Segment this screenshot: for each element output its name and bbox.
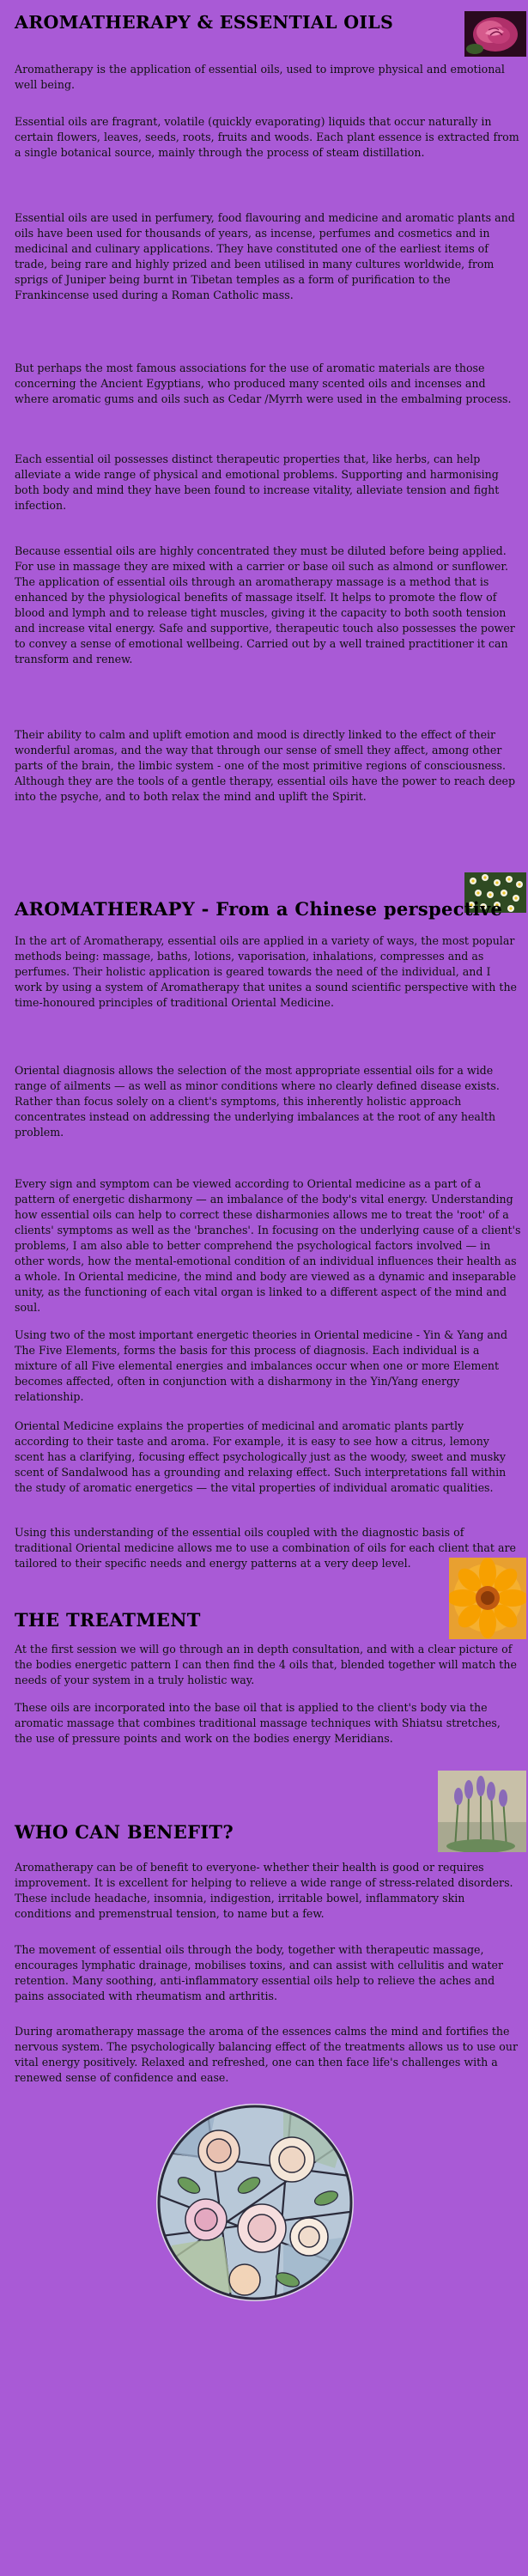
section-heading-benefit: WHO CAN BENEFIT? [15, 1821, 234, 1843]
chinese-paragraph: Oriental Medicine explains the properties of medicinal and aromatic plants partly according to their taste and aroma. For example, it is easy to see how a citrus, lemony scent has a clarifying, focusing effect psychologically just as the woody, sweet and musky scent of Sandalwood has a grounding and relaxing effect. Such interpretations fall within the study of aromatic energetics — the vital properties of individual aromatic qualities. [15, 1419, 507, 1494]
intro-paragraph: But perhaps the most famous associations for the use of aromatic materials are those concerning the Ancient Egyptians, who produced many scented oils and incenses and where aromatic gums and oils such as Cedar /Myrrh were used in the embalming process. [15, 361, 512, 405]
chinese-paragraph: Every sign and symptom can be viewed according to Oriental medicine as a part of a pattern of energetic disharmony — an imbalance of the body's vital energy. Understanding how essential oils can help to correct these disharmonies allows me to treat the 'root' of a clients' symptoms as well as the 'branches'. In focusing on the underlying cause of a client's problems, I am also able to better comprehend the psychological factors involved — in other words, how the mental-emotional condition of an individual influences their health as a whole. In Oriental medicine, the mind and body are viewed as a dynamic and inseparable unity, as the functioning of each vital organ is linked to a different aspect of the mind and soul. [15, 1177, 521, 1314]
chinese-paragraph: In the art of Aromatherapy, essential oils are applied in a variety of ways, the most popular methods being: massage, baths, lotions, vaporisation, inhalations, compresses and as perfumes. Their holistic application is geared towards the need of the individual, and I work by using a system of Aromatherapy that unites a sound scientific perspective with the time-honoured principles of traditional Oriental Medicine. [15, 934, 518, 1009]
rose-image [464, 11, 526, 57]
intro-paragraph: Essential oils are fragrant, volatile (quickly evaporating) liquids that occur naturally in certain flowers, leaves, seeds, roots, fruits and woods. Each plant essence is extracted from a single botanical source, mainly through the process of steam distillation. [15, 115, 519, 159]
section-heading-chinese: AROMATHERAPY - From a Chinese perspective [15, 898, 503, 920]
stained-glass-roses-image [155, 2099, 356, 2306]
benefit-paragraph: Aromatherapy can be of benefit to everyone- whether their health is good or requires improvement. It is excellent for helping to relieve a wide range of stress-related disorders. These include headache, insomnia, indigestion, irritable bowel, inflammatory skin conditions and premenstrual tension, to name but a few. [15, 1861, 513, 1920]
intro-paragraph: Essential oils are used in perfumery, food flavouring and medicine and aromatic plants and oils have been used for thousands of years, as incense, perfumes and cosmetics and in medicinal and culinary applications. They have constituted one of the earliest items of trade, being rare and highly prized and been utilised in many cultures worldwide, from sprigs of Juniper being burnt in Tibetan temples as a form of purification to the Frankincense used during a Roman Catholic mass. [15, 211, 515, 301]
intro-paragraph: Aromatherapy is the application of essential oils, used to improve physical and emotional well being. [15, 63, 505, 91]
treatment-paragraph: These oils are incorporated into the base oil that is applied to the client's body via the aromatic massage that combines traditional massage techniques with Shiatsu stretches, the use of pressure points and work on the bodies energy Meridians. [15, 1701, 501, 1745]
lavender-image [438, 1771, 526, 1852]
treatment-paragraph: At the first session we will go through an in depth consultation, and with a clear picture of the bodies energetic pattern I can then find the 4 oils that, blended together will match the needs of your system in a truly holistic way. [15, 1643, 517, 1686]
benefit-paragraph: The movement of essential oils through the body, together with therapeutic massage, encourages lymphatic drainage, mobilises toxins, and can assist with cellulitis and water retention. Many soothing, anti-inflammatory essential oils help to relieve the aches and pains associated with rheumatism and arthritis. [15, 1943, 504, 2002]
intro-paragraph: Their ability to calm and uplift emotion and mood is directly linked to the effect of their wonderful aromas, and the way that through our sense of smell they affect, among other parts of the brain, the limbic system - one of the most primitive regions of consciousness. Although they are the tools of a gentle therapy, essential oils have the power to reach deep into the psyche, and to both relax the mind and uplift the Spirit. [15, 728, 516, 803]
page-title: AROMATHERAPY & ESSENTIAL OILS [15, 12, 394, 33]
calendula-image [449, 1558, 526, 1639]
chinese-paragraph: Using this understanding of the essential oils coupled with the diagnostic basis of traditional Oriental medicine allows me to use a combination of oils for each client that are tailored to their specific needs and energy patterns at a very deep level. [15, 1526, 516, 1570]
intro-paragraph: Each essential oil possesses distinct therapeutic properties that, like herbs, can help alleviate a wide range of physical and emotional problems. Supporting and harmonising both body and mind they have been found to increase vitality, alleviate tension and fight infection. [15, 453, 500, 512]
section-heading-treatment: THE TREATMENT [15, 1609, 201, 1631]
chinese-paragraph: Using two of the most important energetic theories in Oriental medicine - Yin & Yang and The Five Elements, forms the basis for this process of diagnosis. Each individual is a mixture of all Five elemental energies and imbalances occur when one or more Element becomes affected, often in conjunction with a disharmony in the Yin/Yang energy relationship. [15, 1328, 508, 1403]
chinese-paragraph: Oriental diagnosis allows the selection of the most appropriate essential oils for a wide range of ailments — as well as minor conditions where no clearly defined disease exists. Rather than focus solely on a client's symptoms, this inherently holistic approach concentrates instead on addressing the underlying imbalances at the root of any health problem. [15, 1064, 500, 1139]
benefit-paragraph: During aromatherapy massage the aroma of the essences calms the mind and fortifies the nervous system. The psychologically balancing effect of the treatments allows us to use our vital energy positively. Relaxed and refreshed, one can then face life's challenges with a renewed sense of confidence and ease. [15, 2025, 518, 2084]
intro-paragraph: Because essential oils are highly concentrated they must be diluted before being applied. For use in massage they are mixed with a carrier or base oil such as almond or sunflower. The application of essential oils through an aromatherapy massage is a method that is enhanced by the physiological benefits of massage itself. It helps to promote the flow of blood and lymph and to release tight muscles, giving it the capacity to both sooth tension and increase vital energy. Safe and supportive, therapeutic touch also possesses the power to convey a sense of emotional wellbeing. Carried out by a well trained practitioner it can transform and renew. [15, 544, 515, 665]
